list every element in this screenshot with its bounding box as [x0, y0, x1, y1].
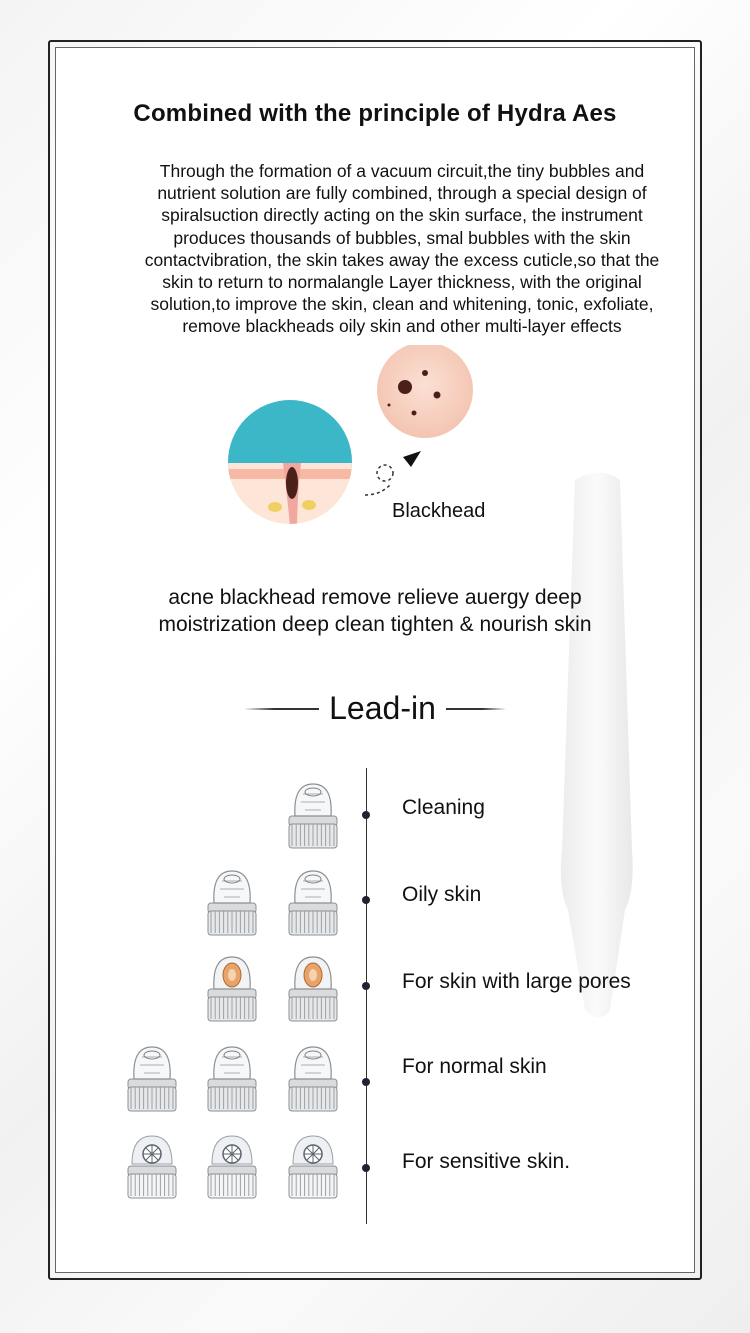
white-nozzle-tip-icon — [283, 1130, 343, 1202]
nozzle-tip-icon — [283, 1043, 343, 1115]
heading-divider-left — [244, 708, 319, 710]
nozzle-tip-icon — [283, 780, 343, 852]
effects-line: acne blackhead remove relieve auergy deep — [168, 586, 582, 609]
description-line: produces thousands of bubbles, smal bubbles with the skin — [173, 227, 631, 248]
effects-line: moistrization deep clean tighten & nourish skin — [158, 613, 592, 636]
description-line: nutrient solution are fully combined, through a special design of — [157, 183, 647, 204]
nozzle-tip-icon — [283, 867, 343, 939]
timeline-dot — [362, 1078, 370, 1086]
timeline-line — [366, 768, 367, 1224]
tip-row-label: For skin with large pores — [402, 970, 631, 993]
tip-row-label: Oily skin — [402, 883, 482, 906]
timeline-dot — [362, 1164, 370, 1172]
nozzle-tip-icon — [122, 1043, 182, 1115]
magnified-skin-icon — [377, 345, 473, 438]
description-line: solution,to improve the skin, clean and whitening, tonic, exfoliate, — [150, 294, 654, 315]
timeline-dot — [362, 811, 370, 819]
section-heading-text: Lead-in — [329, 690, 436, 726]
orange-nozzle-tip-icon — [283, 953, 343, 1025]
description-line: skin to return to normalangle Layer thickness, with the original — [162, 272, 642, 293]
description — [122, 160, 682, 338]
blackhead-label: Blackhead — [392, 500, 486, 522]
timeline-dot — [362, 896, 370, 904]
nozzle-tip-icon — [202, 867, 262, 939]
device-handpiece-image — [540, 470, 660, 1030]
nozzle-tip-icon — [202, 1043, 262, 1115]
pore-cross-section-icon — [225, 395, 355, 543]
section-heading — [0, 690, 750, 727]
description-line: contactvibration, the skin takes away the excess cuticle,so that the — [144, 249, 660, 270]
description-line: Through the formation of a vacuum circuit,the tiny bubbles and — [159, 161, 645, 181]
white-nozzle-tip-icon — [122, 1130, 182, 1202]
orange-nozzle-tip-icon — [202, 953, 262, 1025]
description-line: spiralsuction directly acting on the skin surface, the instrument — [161, 205, 643, 226]
tip-row-label: Cleaning — [402, 796, 485, 819]
description-line: remove blackheads oily skin and other multi-layer effects — [182, 316, 622, 337]
white-nozzle-tip-icon — [202, 1130, 262, 1202]
page-title: Combined with the principle of Hydra Aes — [133, 100, 617, 127]
arrow-icon — [365, 451, 421, 495]
tip-row-label: For normal skin — [402, 1055, 547, 1078]
heading-divider-right — [446, 708, 506, 710]
effects-text — [100, 584, 650, 638]
timeline-dot — [362, 982, 370, 990]
tip-row-label: For sensitive skin. — [402, 1150, 571, 1173]
